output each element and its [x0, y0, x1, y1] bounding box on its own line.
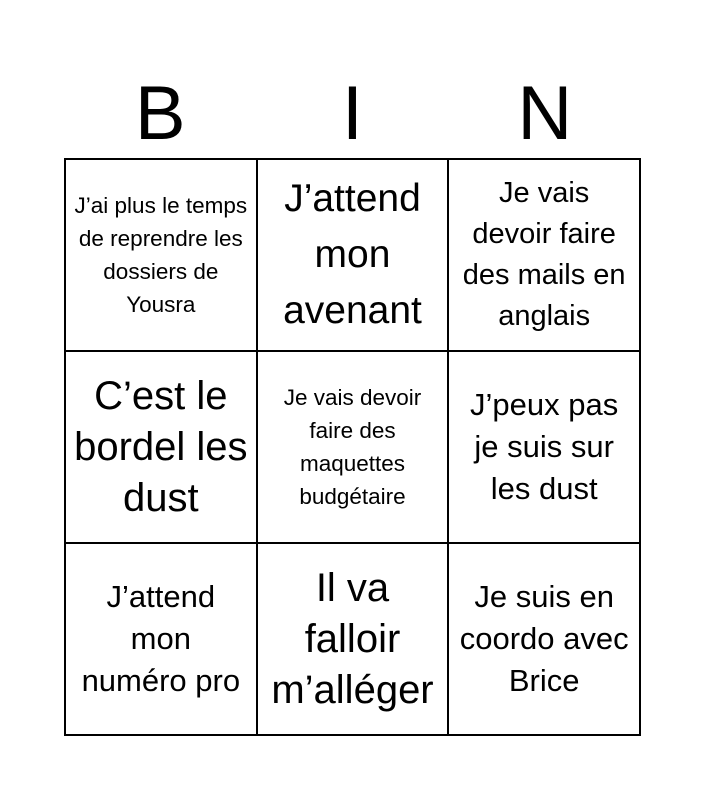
- bingo-cell-text: Il va falloir m’alléger: [271, 565, 434, 712]
- bingo-grid: [64, 158, 641, 736]
- bingo-cell-text: J’peux pas je suis sur les dust: [470, 387, 619, 506]
- bingo-cell[interactable]: [449, 544, 641, 736]
- bingo-cell-text: J’ai plus le temps de reprendre les dossiers de Yousra: [74, 193, 248, 317]
- header-letter-i: I: [341, 71, 364, 156]
- header-letter-n: N: [517, 71, 573, 156]
- bingo-cell-text: J’attend mon avenant: [283, 177, 422, 332]
- bingo-cell[interactable]: [66, 352, 258, 544]
- bingo-cell-text: Je vais devoir faire des maquettes budgétaire: [283, 385, 422, 509]
- bingo-cell-text: J’attend mon numéro pro: [81, 579, 241, 698]
- bingo-cell[interactable]: [66, 544, 258, 736]
- header-letter-b: B: [134, 71, 186, 156]
- bingo-cell[interactable]: [449, 160, 641, 352]
- bingo-cell[interactable]: [449, 352, 641, 544]
- bingo-header: [64, 70, 641, 158]
- bingo-cell[interactable]: [258, 160, 450, 352]
- bingo-cell-text: Je vais devoir faire des mails en anglais: [462, 177, 626, 332]
- bingo-cell[interactable]: [258, 352, 450, 544]
- bingo-cell-text: Je suis en coordo avec Brice: [459, 579, 629, 698]
- bingo-cell[interactable]: [66, 160, 258, 352]
- bingo-cell[interactable]: [258, 544, 450, 736]
- bingo-cell-text: C’est le bordel les dust: [74, 373, 248, 520]
